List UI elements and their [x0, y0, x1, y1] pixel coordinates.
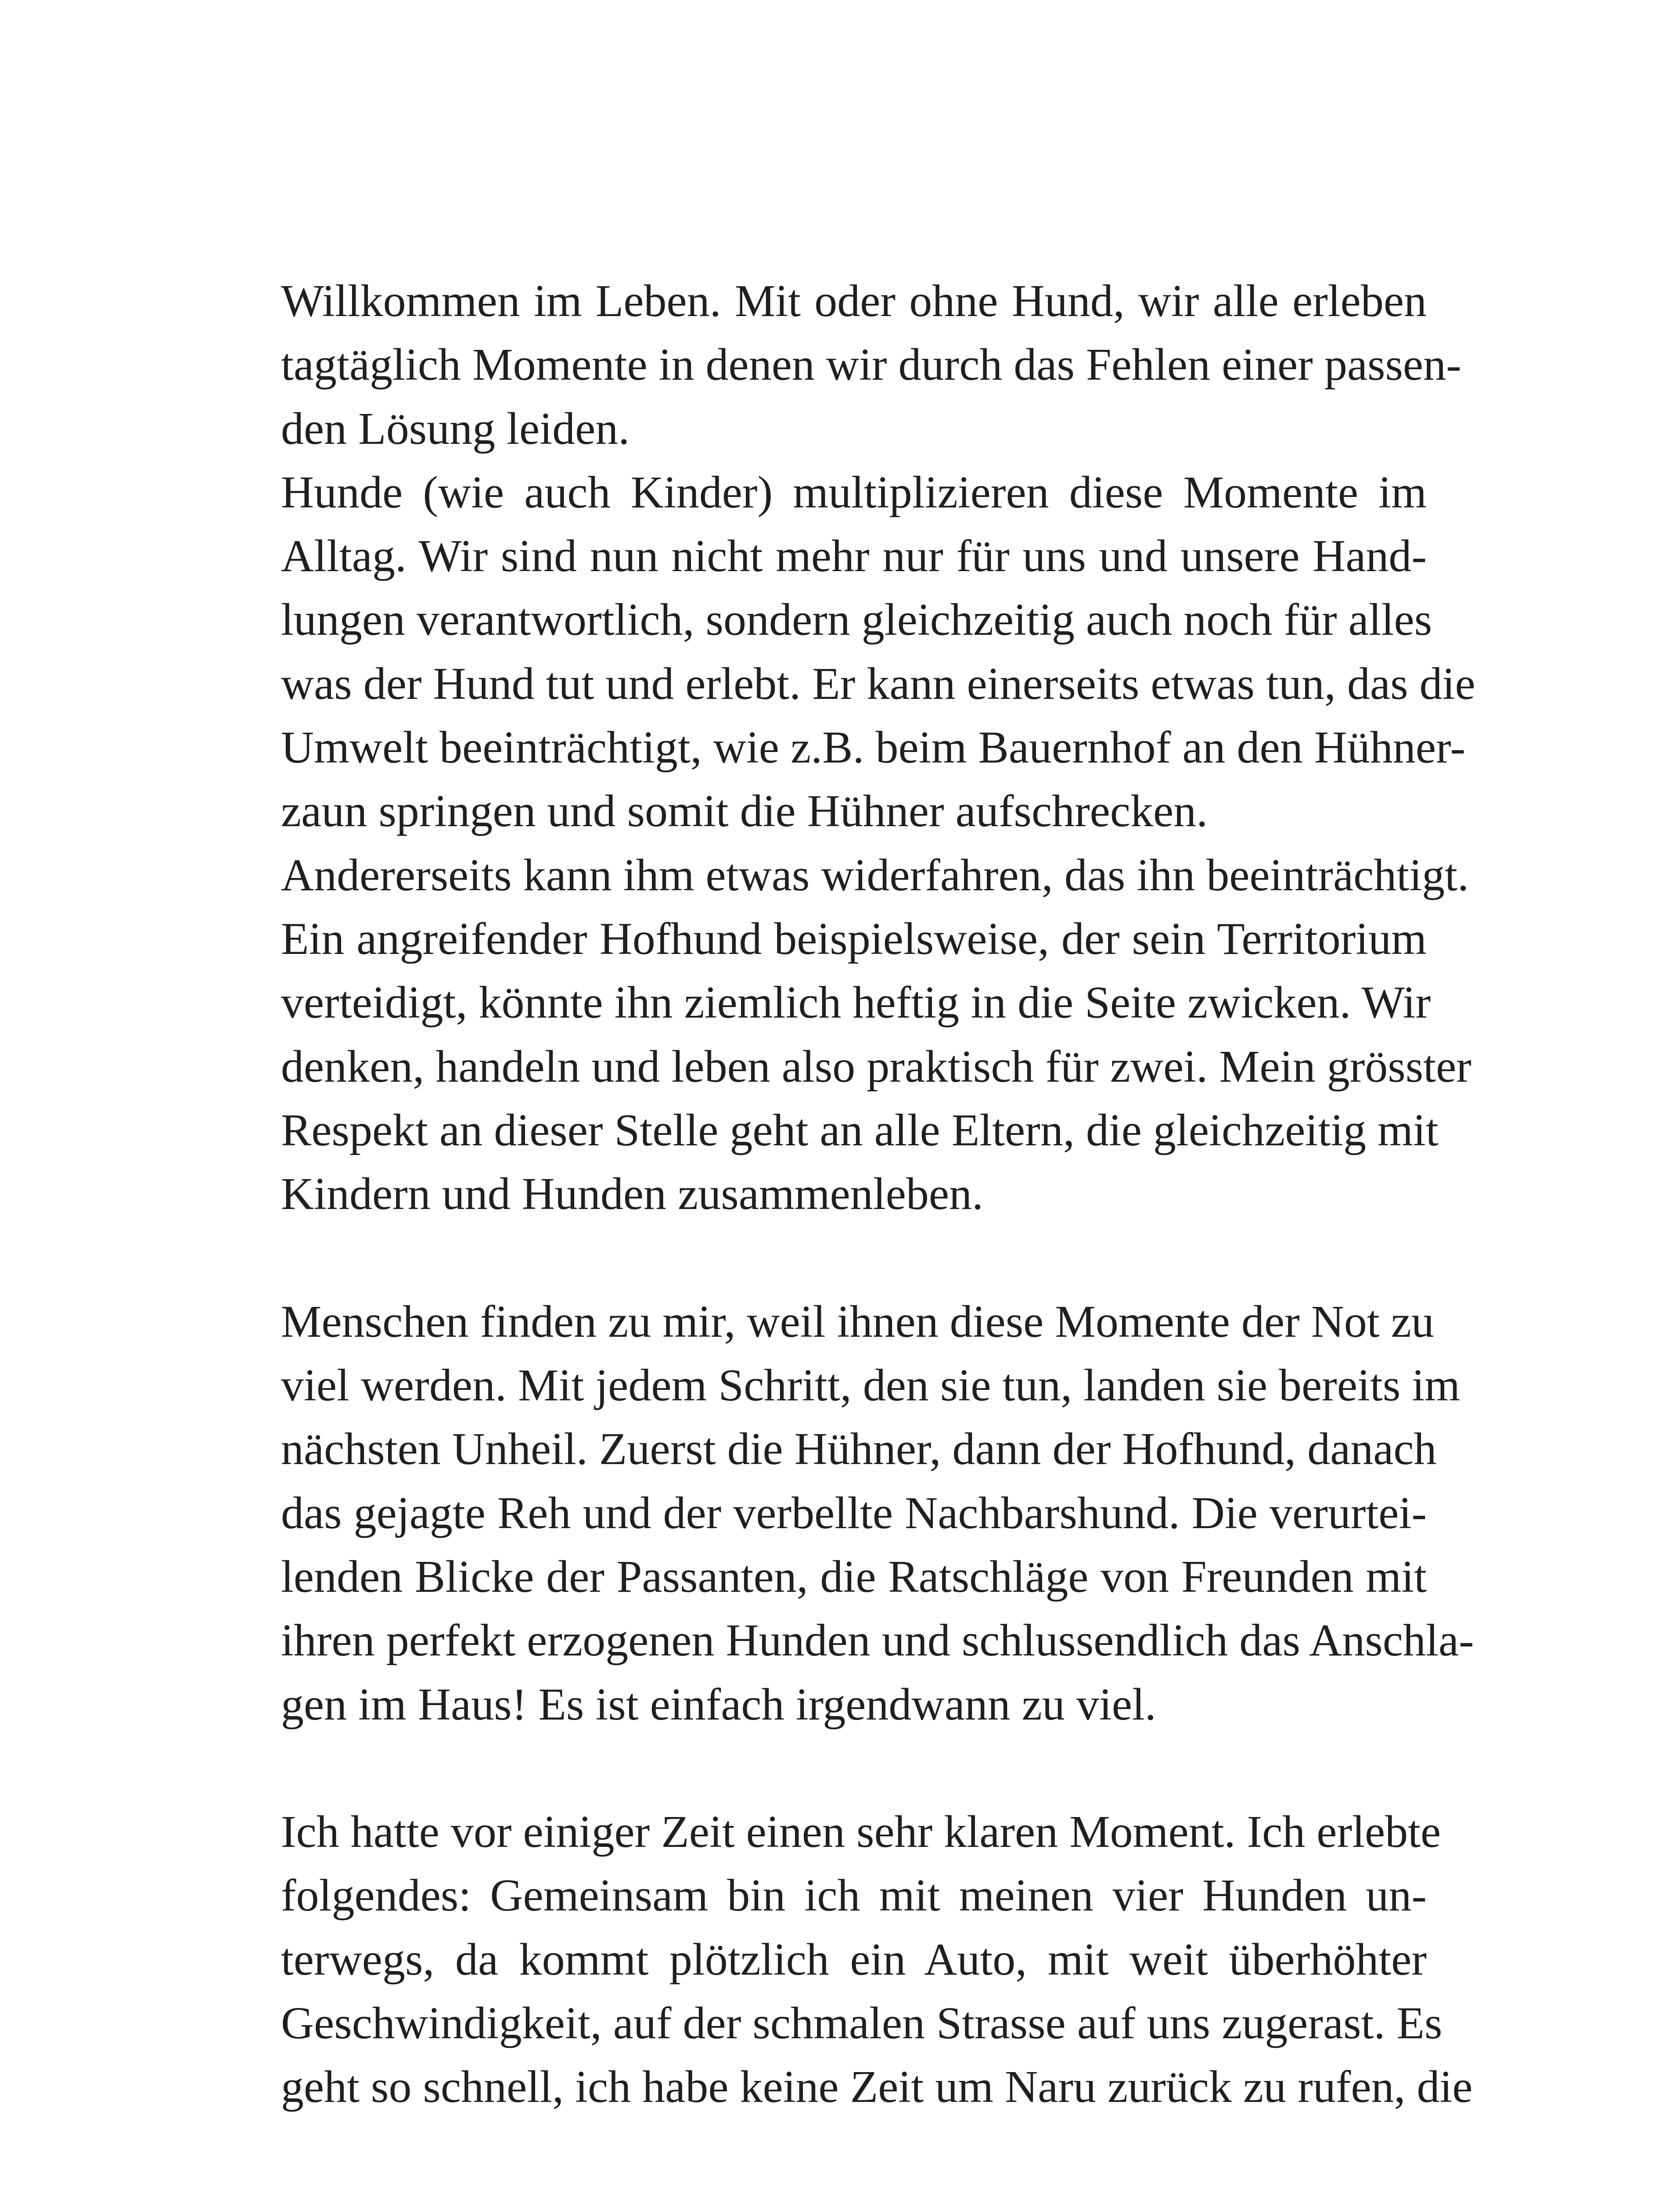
text-line: folgendes: Gemeinsam bin ich mit meinen vier Hunden un-	[281, 1870, 1427, 1921]
paragraph-gap	[281, 1736, 1427, 1800]
text-line: den Lösung leiden.	[281, 403, 630, 454]
text-line: das gejagte Reh und der verbellte Nachbarshund. Die verurtei-	[281, 1487, 1427, 1538]
text-line: lenden Blicke der Passanten, die Ratschläge von Freunden mit	[281, 1551, 1427, 1602]
text-line: Kindern und Hunden zusammenleben.	[281, 1169, 984, 1220]
text-line: Alltag. Wir sind nun nicht mehr nur für uns und unsere Hand-	[281, 531, 1427, 582]
text-line: Respekt an dieser Stelle geht an alle Eltern, die gleichzeitig mit	[281, 1105, 1439, 1155]
text-line: Willkommen im Leben. Mit oder ohne Hund, wir alle erleben	[281, 276, 1427, 326]
text-line: Ich hatte vor einiger Zeit einen sehr klaren Moment. Ich erlebte	[281, 1806, 1441, 1857]
text-line: denken, handeln und leben also praktisch für zwei. Mein grösster	[281, 1041, 1471, 1092]
text-line: Hunde (wie auch Kinder) multiplizieren diese Momente im	[281, 467, 1427, 518]
text-line: Geschwindigkeit, auf der schmalen Strasse auf uns zugerast. Es	[281, 1998, 1443, 2049]
text-line: zaun springen und somit die Hühner aufschrecken.	[281, 786, 1208, 837]
text-line: viel werden. Mit jedem Schritt, den sie tun, landen sie bereits im	[281, 1360, 1461, 1411]
text-line: nächsten Unheil. Zuerst die Hühner, dann der Hofhund, danach	[281, 1424, 1437, 1475]
text-line: Andererseits kann ihm etwas widerfahren, das ihn beeinträchtigt.	[281, 849, 1469, 900]
text-line: verteidigt, könnte ihn ziemlich heftig in die Seite zwicken. Wir	[281, 977, 1431, 1028]
text-line: was der Hund tut und erlebt. Er kann einerseits etwas tun, das die	[281, 658, 1475, 709]
text-line: terwegs, da kommt plötzlich ein Auto, mit weit überhöhter	[281, 1934, 1427, 1985]
paragraph-gap	[281, 1226, 1427, 1289]
body-text	[281, 269, 1475, 2119]
text-line: Umwelt beeinträchtigt, wie z.B. beim Bauernhof an den Hühner-	[281, 722, 1466, 773]
text-line: geht so schnell, ich habe keine Zeit um Naru zurück zu rufen, die	[281, 2062, 1473, 2112]
text-line: Ein angreifender Hofhund beispielsweise, der sein Territorium	[281, 913, 1427, 964]
text-line: ihren perfekt erzogenen Hunden und schlussendlich das Anschla-	[281, 1615, 1474, 1666]
text-line: lungen verantwortlich, sondern gleichzeitig auch noch für alles	[281, 594, 1432, 645]
text-line: tagtäglich Momente in denen wir durch das Fehlen einer passen-	[281, 339, 1461, 390]
text-line: gen im Haus! Es ist einfach irgendwann zu viel.	[281, 1679, 1156, 1730]
text-line: Menschen finden zu mir, weil ihnen diese Momente der Not zu	[281, 1296, 1434, 1347]
